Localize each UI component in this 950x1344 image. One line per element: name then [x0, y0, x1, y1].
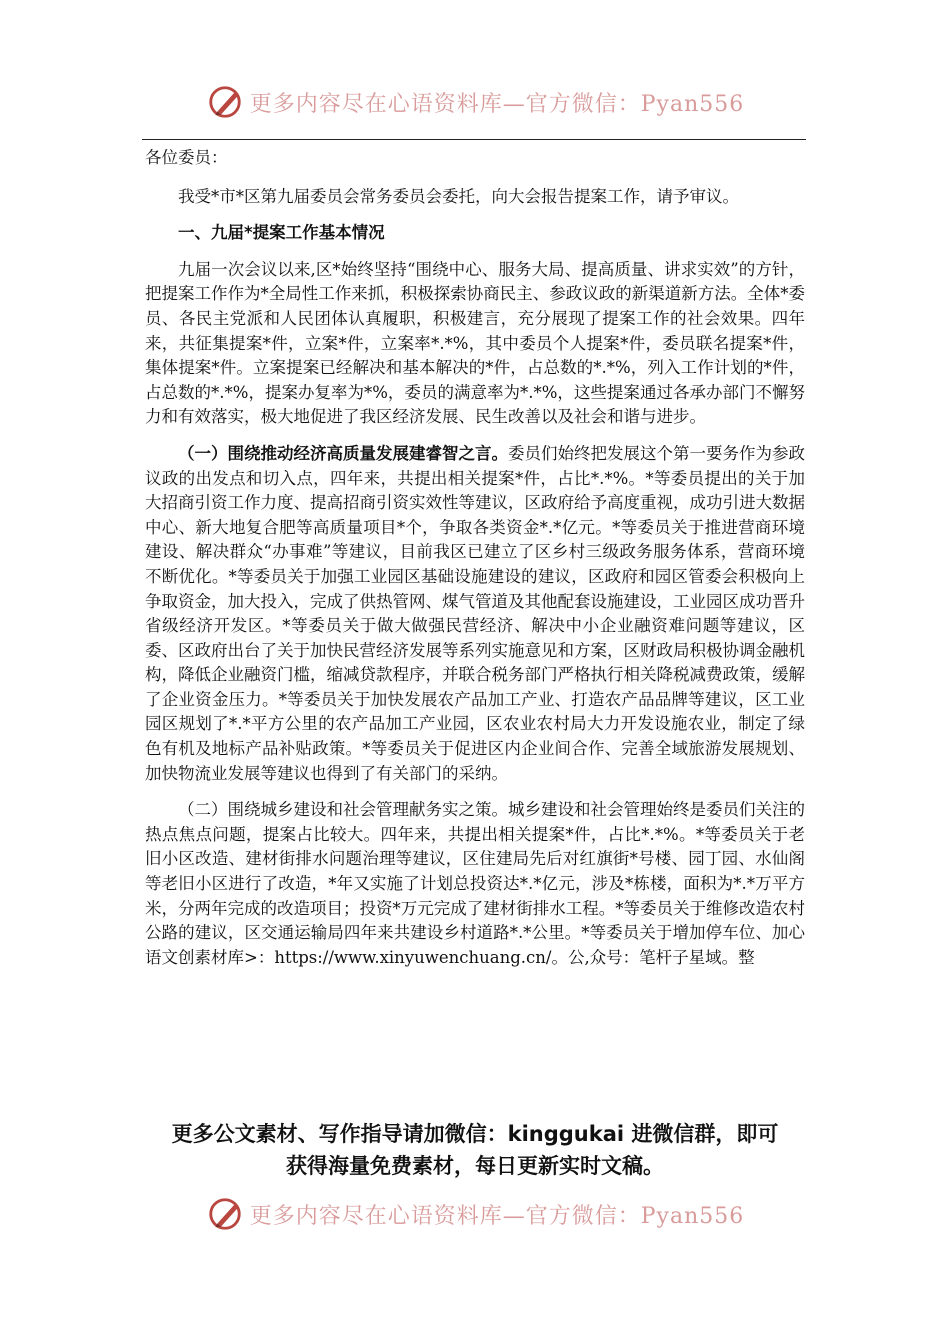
- promo-notice: [120, 1118, 830, 1182]
- subsection-1-lead: （一）围绕推动经济高质量发展建睿智之言。: [178, 443, 508, 463]
- footer-banner-text: 更多内容尽在心语资料库—官方微信：Pyan556: [249, 1203, 745, 1229]
- subsection-2-paragraph: （二）围绕城乡建设和社会管理献务实之策。城乡建设和社会管理始终是委员们关注的热点焦点问题，提案占比较大。四年来，共提出相关提案*件，占比*.*%。*等委员关于老旧小区改造、建材街排水问题治理等建议，区住建局先后对红旗街*号楼、园丁园、水仙阁等老旧小区进行了改造，*年又实施了计划总投资达*.*亿元，涉及*栋楼，面积为*.*万平方米，分两年完成的改造项目；投资*万元完成了建材街排水工程。*等委员关于维修改造农村公路的建议，区交通运输局四年来共建设乡村道路*.*公里。*等委员关于增加停车位、加心语文创素材库>：https://www.xinyuwenchuang.cn/。公,众号：笔杆子星域。整: [145, 800, 805, 967]
- promo-line-1: 更多公文素材、写作指导请加微信：kinggukai 进微信群，即可: [171, 1122, 779, 1146]
- section-heading-1: 一、九届*提案工作基本情况: [178, 223, 385, 243]
- header-banner: [0, 78, 950, 126]
- subsection-1-paragraph: [145, 442, 805, 786]
- salutation: 各位委员：: [145, 148, 228, 167]
- header-divider: [142, 139, 806, 140]
- promo-line-2: 获得海量免费素材，每日更新实时文稿。: [286, 1154, 664, 1178]
- header-banner-text: 更多内容尽在心语资料库—官方微信：Pyan556: [249, 91, 745, 117]
- pen-logo-icon: [206, 1195, 244, 1233]
- intro-paragraph: 我受*市*区第九届委员会常务委员会委托，向大会报告提案工作，请予审议。: [178, 186, 739, 206]
- pen-logo-icon: [206, 83, 244, 121]
- footer-banner: [0, 1190, 950, 1238]
- section-1-paragraph: 九届一次会议以来,区*始终坚持“围绕中心、服务大局、提高质量、讲求实效”的方针，把提案工作作为*全局性工作来抓，积极探索协商民主、参政议政的新渠道新方法。全体*委员、各民主党派和人民团体认真履职，积极建言，充分展现了提案工作的社会效果。四年来，共征集提案*件，立案*件，立案率*.*%，其中委员个人提案*件，委员联名提案*件，集体提案*件。立案提案已经解决和基本解决的*件，占总数的*.*%，列入工作计划的*件，占总数的*.*%，提案办复率为*%，委员的满意率为*.*%，这些提案通过各承办部门不懈努力和有效落实，极大地促进了我区经济发展、民生改善以及社会和谐与进步。: [145, 259, 805, 427]
- subsection-1-text: 委员们始终把发展这个第一要务作为参政议政的出发点和切入点，四年来，共提出相关提案*件，占比*.*%。*等委员提出的关于加大招商引资工作力度、提高招商引资实效性等建议，区政府给予高度重视，成功引进大数据中心、新大地复合肥等高质量项目*个，争取各类资金*.*亿元。*等委员关于推进营商环境建设、解决群众“办事难”等建议，目前我区已建立了区乡村三级政务服务体系，营商环境不断优化。*等委员关于加强工业园区基础设施建设的建议，区政府和园区管委会积极向上争取资金，加大投入，完成了供热管网、煤气管道及其他配套设施建设，工业园区成功晋升省级经济开发区。*等委员关于做大做强民营经济、解决中小企业融资难问题等建议，区委、区政府出台了关于加快民营经济发展等系列实施意见和方案，区财政局积极协调金融机构，降低企业融资门槛，缩减贷款程序，并联合税务部门严格执行相关降税减费政策，缓解了企业资金压力。*等委员关于加快发展农产品加工产业、打造农产品品牌等建议，区工业园区规划了*.*平方公里的农产品加工产业园，区农业农村局大力开发设施农业，制定了绿色有机及地标产品补贴政策。*等委员关于促进区内企业间合作、完善全域旅游发展规划、加快物流业发展等建议也得到了有关部门的采纳。: [145, 443, 805, 783]
- document-body: [145, 146, 805, 982]
